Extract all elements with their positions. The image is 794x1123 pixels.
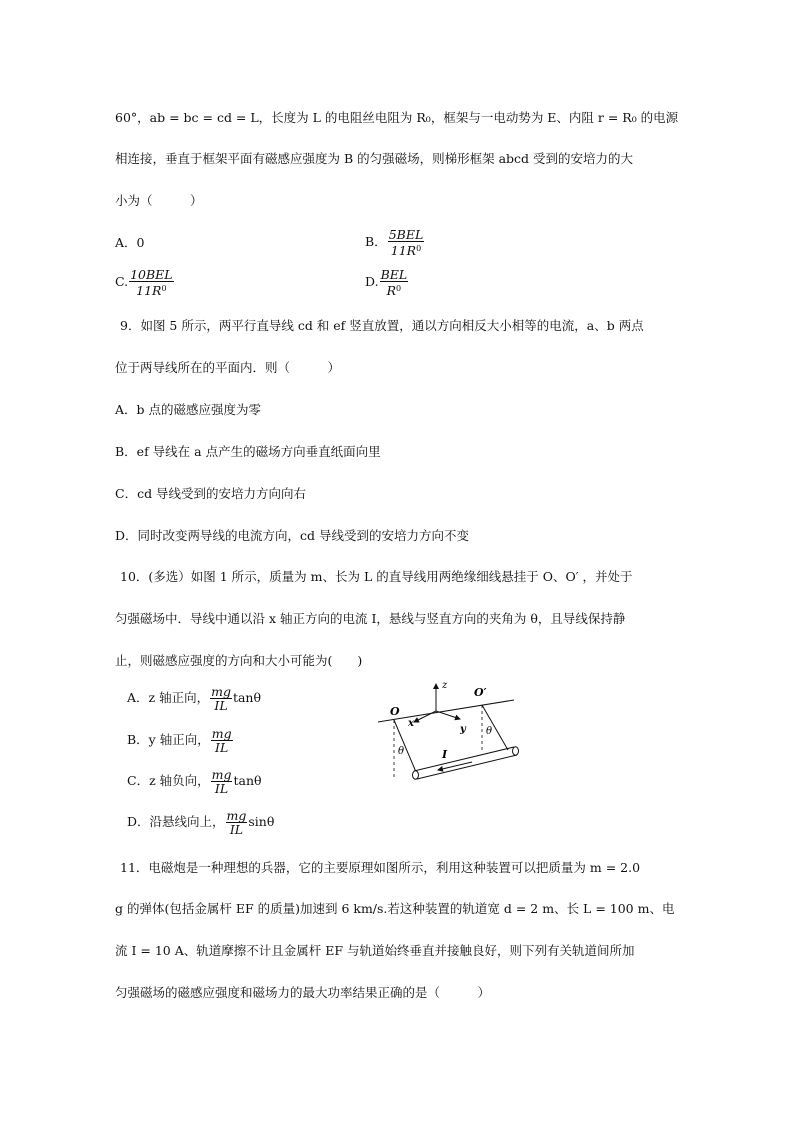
q10-option-c-fraction: $\frac{mg}{IL}$: [211, 767, 232, 796]
q10-option-c: C．z 轴负向， $\frac{mg}{IL}$ tanθ: [127, 767, 262, 796]
q9-option-d: D．同时改变两导线的电流方向，cd 导线受到的安培力方向不变: [115, 528, 469, 543]
label-z: z: [442, 680, 448, 691]
q8-line2: 相连接，垂直于框架平面有磁感应强度为 B 的匀强磁场，则梯形框架 abcd 受到的安培力的大: [115, 151, 634, 166]
q10-line2: 匀强磁场中．导线中通以沿 x 轴正方向的电流 I，悬线与竖直方向的夹角为 θ，且导线保持静: [115, 611, 626, 626]
q10-option-d-fraction: $\frac{mg}{IL}$: [226, 808, 247, 837]
q10-line1: 10．(多选）如图 1 所示，质量为 m、长为 L 的直导线用两绝缘细线悬挂于 O、O′ ，并处于: [120, 569, 633, 584]
label-current: I: [442, 748, 448, 761]
q10-option-a: A．z 轴正向， $\frac{mg}{IL}$ tanθ: [127, 684, 262, 713]
q8-option-b-label: B．: [365, 234, 387, 249]
q9-option-b: B．ef 导线在 a 点产生的磁场方向垂直纸面向里: [115, 444, 381, 459]
q10-line3: 止，则磁感应强度的方向和大小可能为( ): [115, 653, 363, 668]
q9-option-c: C．cd 导线受到的安培力方向向右: [115, 486, 307, 501]
x-axis: [414, 711, 436, 722]
q9-line2: 位于两导线所在的平面内．则（ ）: [115, 360, 341, 375]
q10-option-b-fraction: $\frac{mg}{IL}$: [211, 726, 232, 755]
q11-line2: g 的弹体(包括金属杆 EF 的质量)加速到 6 km/s.若这种装置的轨道宽 d = 2 m、长 L = 100 m、电: [115, 901, 675, 916]
label-y: y: [460, 724, 466, 735]
q10-option-d: D．沿悬线向上， $\frac{mg}{IL}$ sinθ: [127, 808, 275, 837]
q11-line3: 流 I = 10 A、轨道摩擦不计且金属杆 EF 与轨道始终垂直并接触良好，则下列有关轨道间所加: [115, 943, 635, 958]
q8-option-d: [365, 268, 409, 297]
q8-option-d-fraction: $\frac{\text{BEL}}{R^0}$: [380, 267, 408, 298]
q10-option-b: B．y 轴正向， $\frac{mg}{IL}$: [127, 726, 232, 755]
q8-option-b-fraction: $\frac{\text{5BEL}}{11R^0}$: [388, 227, 424, 258]
q11-line1: 11．电磁炮是一种理想的兵器，它的主要原理如图所示，利用这种装置可以把质量为 m = 2.0: [120, 860, 641, 875]
q9-line1: 9．如图 5 所示，两平行直导线 cd 和 ef 竖直放置，通以方向相反大小相等的电流，a、b 两点: [120, 318, 644, 333]
q10-suspended-wire-diagram: [374, 678, 534, 788]
label-x: x: [408, 718, 414, 729]
q8-option-b: [365, 228, 425, 257]
q8-line3: 小为（ ）: [115, 193, 203, 208]
label-theta-left: θ: [398, 746, 405, 757]
q11-line4: 匀强磁场的磁感应强度和磁场力的最大功率结果正确的是（ ）: [115, 985, 491, 1000]
label-theta-right: θ: [486, 726, 493, 737]
label-o: O: [390, 705, 400, 718]
q9-option-a: A．b 点的磁感应强度为零: [115, 402, 262, 417]
current-arrow: [438, 762, 472, 770]
q8-option-c-fraction: $\frac{\text{10BEL}}{11R^0}$: [130, 267, 173, 298]
label-o-prime: O′: [474, 686, 487, 699]
q10-option-a-fraction: $\frac{mg}{IL}$: [211, 684, 231, 713]
q8-option-c: [115, 268, 175, 297]
q8-line1: 60°，ab = bc = cd = L，长度为 L 的电阻丝电阻为 R₀，框架与一电动势为 E、内阻 r = R₀ 的电源: [115, 110, 679, 125]
q8-option-d-label: D.: [365, 274, 379, 289]
q8-option-c-label: C.: [115, 274, 129, 289]
y-axis: [436, 711, 460, 719]
q8-option-a: A．0: [115, 235, 145, 250]
conductor-rod: [413, 747, 519, 779]
